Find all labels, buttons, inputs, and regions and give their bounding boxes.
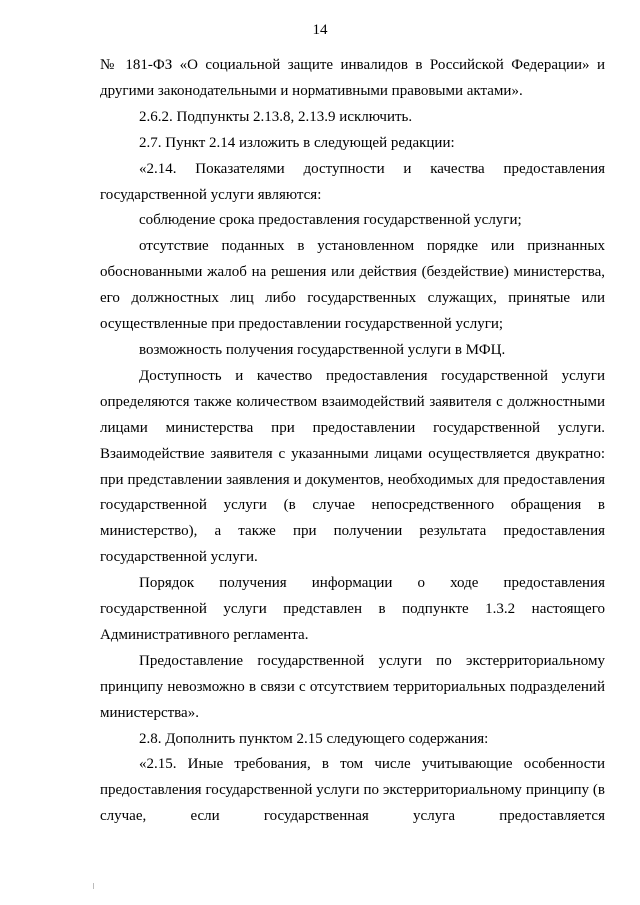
paragraph-2-7: 2.7. Пункт 2.14 изложить в следующей редакции: <box>139 134 455 151</box>
paragraph-mfc: возможность получения государственной услуги в МФЦ. <box>139 341 506 358</box>
page-number: 14 <box>312 22 328 38</box>
paragraph-deadline: соблюдение срока предоставления государственной услуги; <box>139 212 522 229</box>
paragraph-accessibility: Доступность и качество предоставления государственной услуги определяются также количеством взаимодействий заявителя с должностными лицами министерства при предоставлении государственной услуги. Взаимодействие заявителя с указанными лицами осуществляется двукратно: при представлении заявления и документов, необходимых для предоставления государственной услуги (в случае непосредственного обращения в министерство), а также при получении результата предоставления государственной услуги. <box>100 367 605 566</box>
paragraph-2-6-2: 2.6.2. Подпункты 2.13.8, 2.13.9 исключить. <box>139 108 413 125</box>
paragraph-info-order: Порядок получения информации о ходе предоставления государственной услуги представлен в подпункте 1.3.2 настоящего Административного регламента. <box>100 575 605 643</box>
document-body <box>100 53 605 830</box>
scan-mark <box>93 883 97 889</box>
paragraph-2-14-intro: «2.14. Показателями доступности и качества предоставления государственной услуги являются: <box>100 160 605 203</box>
paragraph-extraterritorial: Предоставление государственной услуги по экстерриториальному принципу невозможно в связи с отсутствием территориальных подразделений министерства». <box>100 652 605 721</box>
paragraph-2-8: 2.8. Дополнить пунктом 2.15 следующего содержания: <box>139 730 489 747</box>
paragraph-2-15: «2.15. Иные требования, в том числе учитывающие особенности предоставления государственной услуги по экстерриториальному принципу (в случае, если государственная услуга предоставляется <box>100 756 605 825</box>
paragraph-law-reference: № 181-ФЗ «О социальной защите инвалидов в Российской Федерации» и другими законодательными и нормативными правовыми актами». <box>100 57 605 99</box>
paragraph-no-complaints: отсутствие поданных в установленном порядке или признанных обоснованными жалоб на решения или действия (бездействие) министерства, его должностных лиц либо государственных служащих, принятые или осуществленные при предоставлении государственной услуги; <box>100 238 605 333</box>
